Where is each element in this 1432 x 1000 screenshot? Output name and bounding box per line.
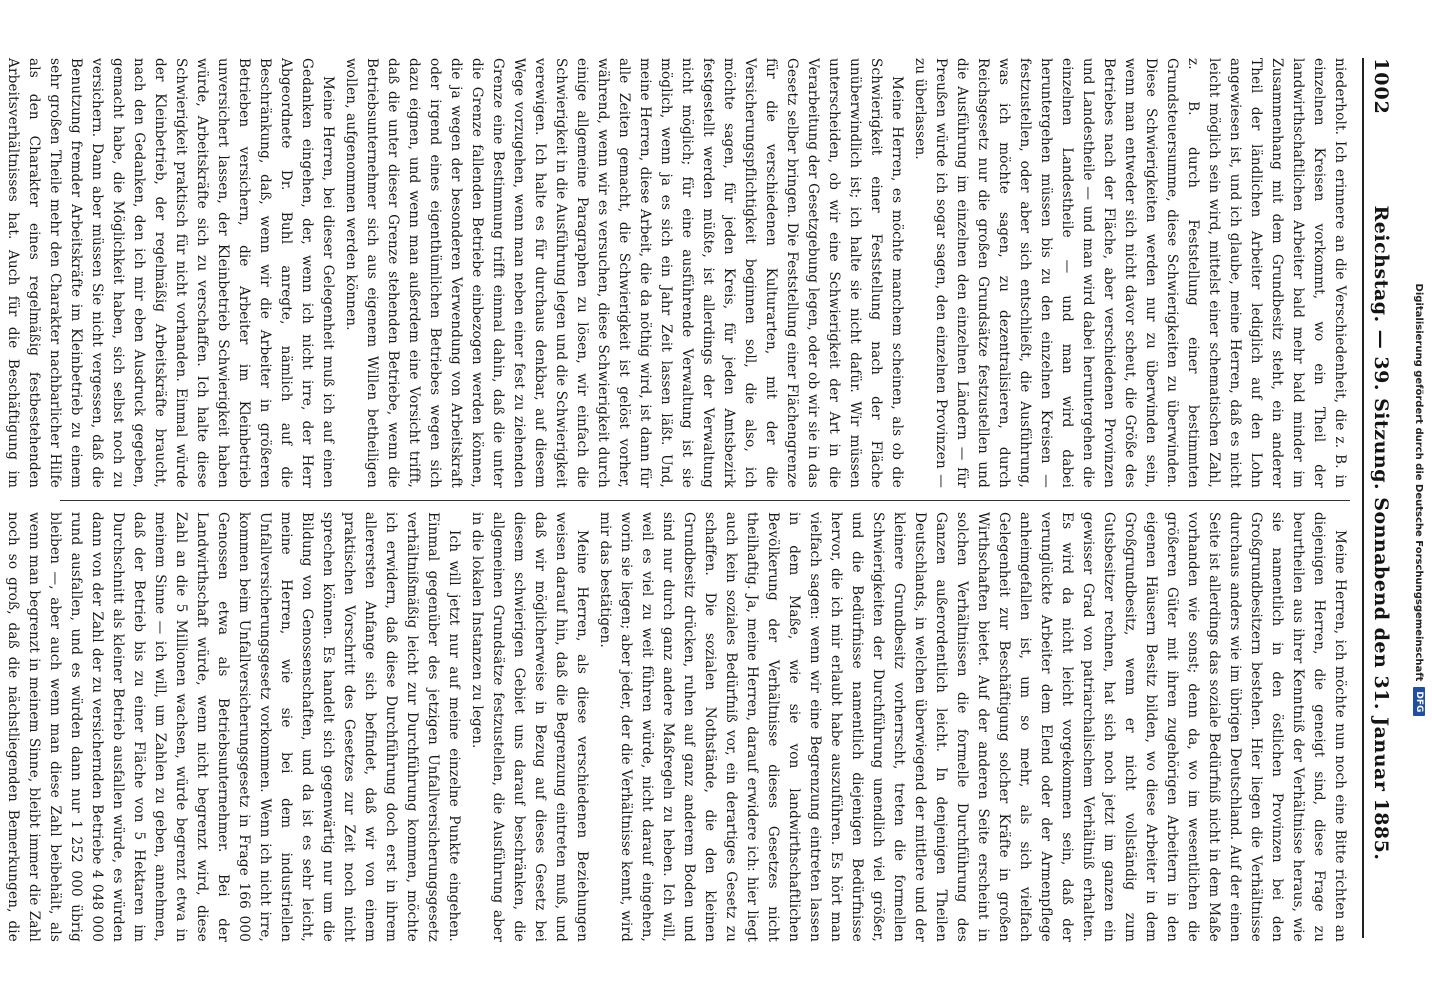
paragraph: Meine Herren, ich möchte nun noch eine Bitte richten an diejenigen Herren, die geneigt sind, diese Frage zu beurtheilen aus ihrer Kenntniß der Verhältnisse heraus, wie sie namentlich in den östlichen Provinzen bei den Großgrundbesitzern bestehen. Hier liegen die Verhältnisse durchaus anders wie im übrigen Deutschland. Auf der einen Seite ist allerdings das soziale Bedürfniß nicht in dem Maße vorhanden wie sonst; denn da, wo im wesentlichen die größeren Güter mit ihren zugehörigen Arbeitern in den eigenen Häusern Besitz bilden, wo diese Arbeiter in dem Großgrundbesitz, wenn er nicht vollständig zum Gutsbesitzer rechnen, hat sich noch jetzt im ganzen ein gewisser Grad von patriarchalischem Verhältniß erhalten. Es wird da nicht leicht vorgekommen sein, daß der verunglückte Arbeiter dem Elend oder der Armenpflege anheimgefallen ist, um so mehr, als sich vielfach Gelegenheit zur Beschäftigung solcher Kräfte in großen Wirthschaften bietet. Auf der anderen Seite erscheint in solchen Verhältnissen die formelle Durchführung des Ganzen außerordentlich leicht. In denjenigen Theilen Deutschlands, in welchen überwiegend der mittlere und der kleinere Grundbesitz vorherrscht, treten die formellen Schwierigkeiten der Durchführung unendlich viel größer, und die Bedürfnisse namentlich diejenigen Bedürfnisse hervor, die ich mir erlaubt habe auszuführen. Es hört man vielfach sagen: wenn wir eine Begrenzung eintreten lassen in dem Maße, wie sie von landwirthschaftlichen Bevölkerung der Verhältnisse dieses Gesetzes nicht theilhaftig. Ja, meine Herren, darauf erwidere ich: hier liegt auch kein soziales Bedürfniß vor, ein derartiges Gesetz zu schaffen. Die sozialen Nothstände, die den kleinen Grundbesitz drücken, ruhen auf ganz anderem Boden und sind nur durch ganz andere Maßregeln zu heben. Ich will, weil es viel zu weit führen würde, nicht darauf eingehen, worin sie liegen; aber jeder, der die Verhältnisse kennt, wird mir das bestätigen. <box>597 512 1348 942</box>
left-column <box>5 58 1350 488</box>
paragraph: Meine Herren, es möchte manchem scheinen, als ob die Schwierigkeit einer Feststellung nach der Fläche unüberwindlich ist; ich halte sie nicht dafür. Wir müssen unterscheiden, ob wir eine Schwierigkeit der Art in die Verarbeitung der Gesetzgebung legen, oder ob wir sie in das Gesetz selber bringen. Die Feststellung einer Flächengrenze für die verschiedenen Kulturarten, mit der die Versicherungspflichtigkeit beginnen soll, die also, ich möchte sagen, für jeden Kreis, für jeden Amtsbezirk festgestellt werden müßte, ist allerdings der Verwaltung nicht möglich; für eine ausführende Verwaltung ist sie möglich, wenn ja es sich ein Jahr Zeit lassen läßt. Und, meine Herren, diese Arbeit, die da nöthig wird, ist dann für alle Zeiten gemacht, die Schwierigkeit ist gelöst vorher, während, wenn wir es versuchen, diese Schwierigkeit durch einige allgemeine Paragraphen zu lösen, wir einfach die Schwierigkeit in die Ausführung legen und die Schwierigkeit verewigen. Ich halte es für durchaus denkbar, auf diesem Wege vorzugehen, wenn man neben einer fest zu ziehenden Grenze eine Bestimmung trifft einmal dahin, daß die unter die Grenze fallenden Betriebe einbezogen werden können, die ja wegen der besonderen Verwendung von Arbeitskraft oder irgend eines eigenthümlichen Betriebes wegen sich dazu eignen, und wenn man außerdem eine Vorsicht trifft, daß die unter dieser Grenze stehenden Betriebe, wenn die Betriebsunternehmer sich aus eigenem Willen betheiligen wollen, aufgenommen werden können. <box>343 58 905 488</box>
right-column <box>5 512 1350 942</box>
credit-text: Digitalisierung gefördert durch die Deutsche Forschungsgemeinschaft <box>1413 283 1425 682</box>
column-divider <box>60 500 1350 501</box>
digitization-credit <box>1408 2 1430 998</box>
credit-line <box>1408 2 1430 998</box>
running-head: Reichstag. — 39. Sitzung. Sonnabend den 31. Januar 1885. <box>1370 205 1392 861</box>
paragraph: Meine Herren, als diese verschiedenen Beziehungen weisen darauf hin, daß die Begrenzung eintreten muß, und daß wir möglicherweise in Bezug auf dieses Gesetz bei diesem schwierigen Gebiet uns darauf beschränken, die allgemeinen Grundsätze festzustellen, die Ausführung aber in die lokalen Instanzen zu legen. <box>469 512 590 942</box>
page-number: 1002 <box>1370 58 1392 115</box>
page-header <box>1362 58 1394 938</box>
paragraph: Ich will jetzt nur auf meine einzelne Punkte eingehen. Einmal gegenüber des jetzigen Unfallversicherungsgesetz verhältnißmäßig leicht zur Durchführung kommen, möchte ich erwidern, daß diese Durchführung doch erst in ihrem allerersten Anfange sich befindet, daß wir von einem praktischen Vorschritt des Gesetzes zur Zeit noch nicht sprechen können. Es handelt sich gegenwärtig nur um die Bildung von Genossenschaften, und da ist es sehr leicht, meine Herren, wie sie bei dem industriellen Unfallversicherungsgesetz vorkommen. Wenn ich nicht irre, kommen beim Unfallversicherungsgesetz in Frage 166 000 Genossen etwa als Betriebsunternehmer. Bei der Landwirthschaft würde, wenn nicht begrenzt wird, diese Zahl an die 5 Millionen wachsen, würde begrenzt etwa in meinem Sinne — ich will, um Zahlen zu geben, annehmen, daß der Betrieb bis zu einer Fläche von 5 Hektaren im Durchschnitt als kleiner Betrieb ausfallen würde, es würden dann von der Zahl der zu versichernden Betriebe 4 048 000 rund ausfallen, und es würden dann nur 1 252 000 übrig bleiben —, aber auch wenn man diese Zahl beibehält, als wenn man begrenzt in meinem Sinne, bleibt immer die Zahl noch so groß, daß die nächstliegenden Bemerkungen, die <box>5 512 462 942</box>
paragraph: Meine Herren, bei dieser Gelegenheit muß ich auf einen Gedanken eingehen, der, wenn ich nicht irre, der Herr Abgeordnete Dr. Buhl anregte, nämlich auf die Beschränkung, daß, wenn wir die Arbeiter in größeren Betrieben versichern, die Arbeiter im Kleinbetrieb unversichert lassen, der Kleinbetrieb Schwierigkeit haben würde, Arbeitskräfte sich zu verschaffen. Ich halte diese Schwierigkeit praktisch für nicht vorhanden. Einmal würde der Kleinbetrieb, der regelmäßig Arbeitskräfte braucht, nach den Gedanken, den ich mir eben Ausdruck gegeben, gemacht habe, die Möglichkeit haben, sich selbst noch zu versichern. Dann aber müssen Sie nicht vergessen, daß die Benutzung fremder Arbeitskräfte im Kleinbetrieb zu einem sehr großen Theile mehr den Charakter nachbarlicher Hilfe als den Charakter eines regelmäßig festbestehenden Arbeitsverhältnisses hat. Auch für die Beschäftigung im <box>5 58 336 488</box>
paragraph: niederholt. Ich erinnere an die Verschiedenheit, die z. B. in einzelnen Kreisen vorkommt, wo ein Theil der landwirthschaftlichen Arbeiter bald mehr bald minder im Zusammenhang mit dem Grundbesitz steht, ein anderer Theil der ländlichen Arbeiter lediglich auf den Lohn angewiesen ist, und ich glaube, meine Herren, daß es nicht leicht möglich sein wird, mittelst einer schematischen Zahl, z. B. durch Feststellung einer bestimmten Grundsteuersumme, diese Schwierigkeiten zu überwinden. Diese Schwierigkeiten werden nur zu überwinden sein, wenn man entweder sich nicht davor scheut, die Größe des Betriebes nach der Fläche, aber verschiedenen Provinzen und Landestheile — und man wird dabei heruntergehen die einzelnen Landestheile — und man wird dabei heruntergehen müssen bis zu den einzelnen Kreisen — festzustellen, oder aber sich entschließt, die Ausführung, was ich möchte sagen, zu dezentralisieren, durch Reichsgesetz nur die großen Grundsätze festzustellen und die Ausführung im einzelnen den einzelnen Ländern — für Preußen würde ich sogar sagen, den einzelnen Provinzen — zu überlassen. <box>912 58 1348 488</box>
dfg-logo: DFG <box>1413 687 1425 716</box>
